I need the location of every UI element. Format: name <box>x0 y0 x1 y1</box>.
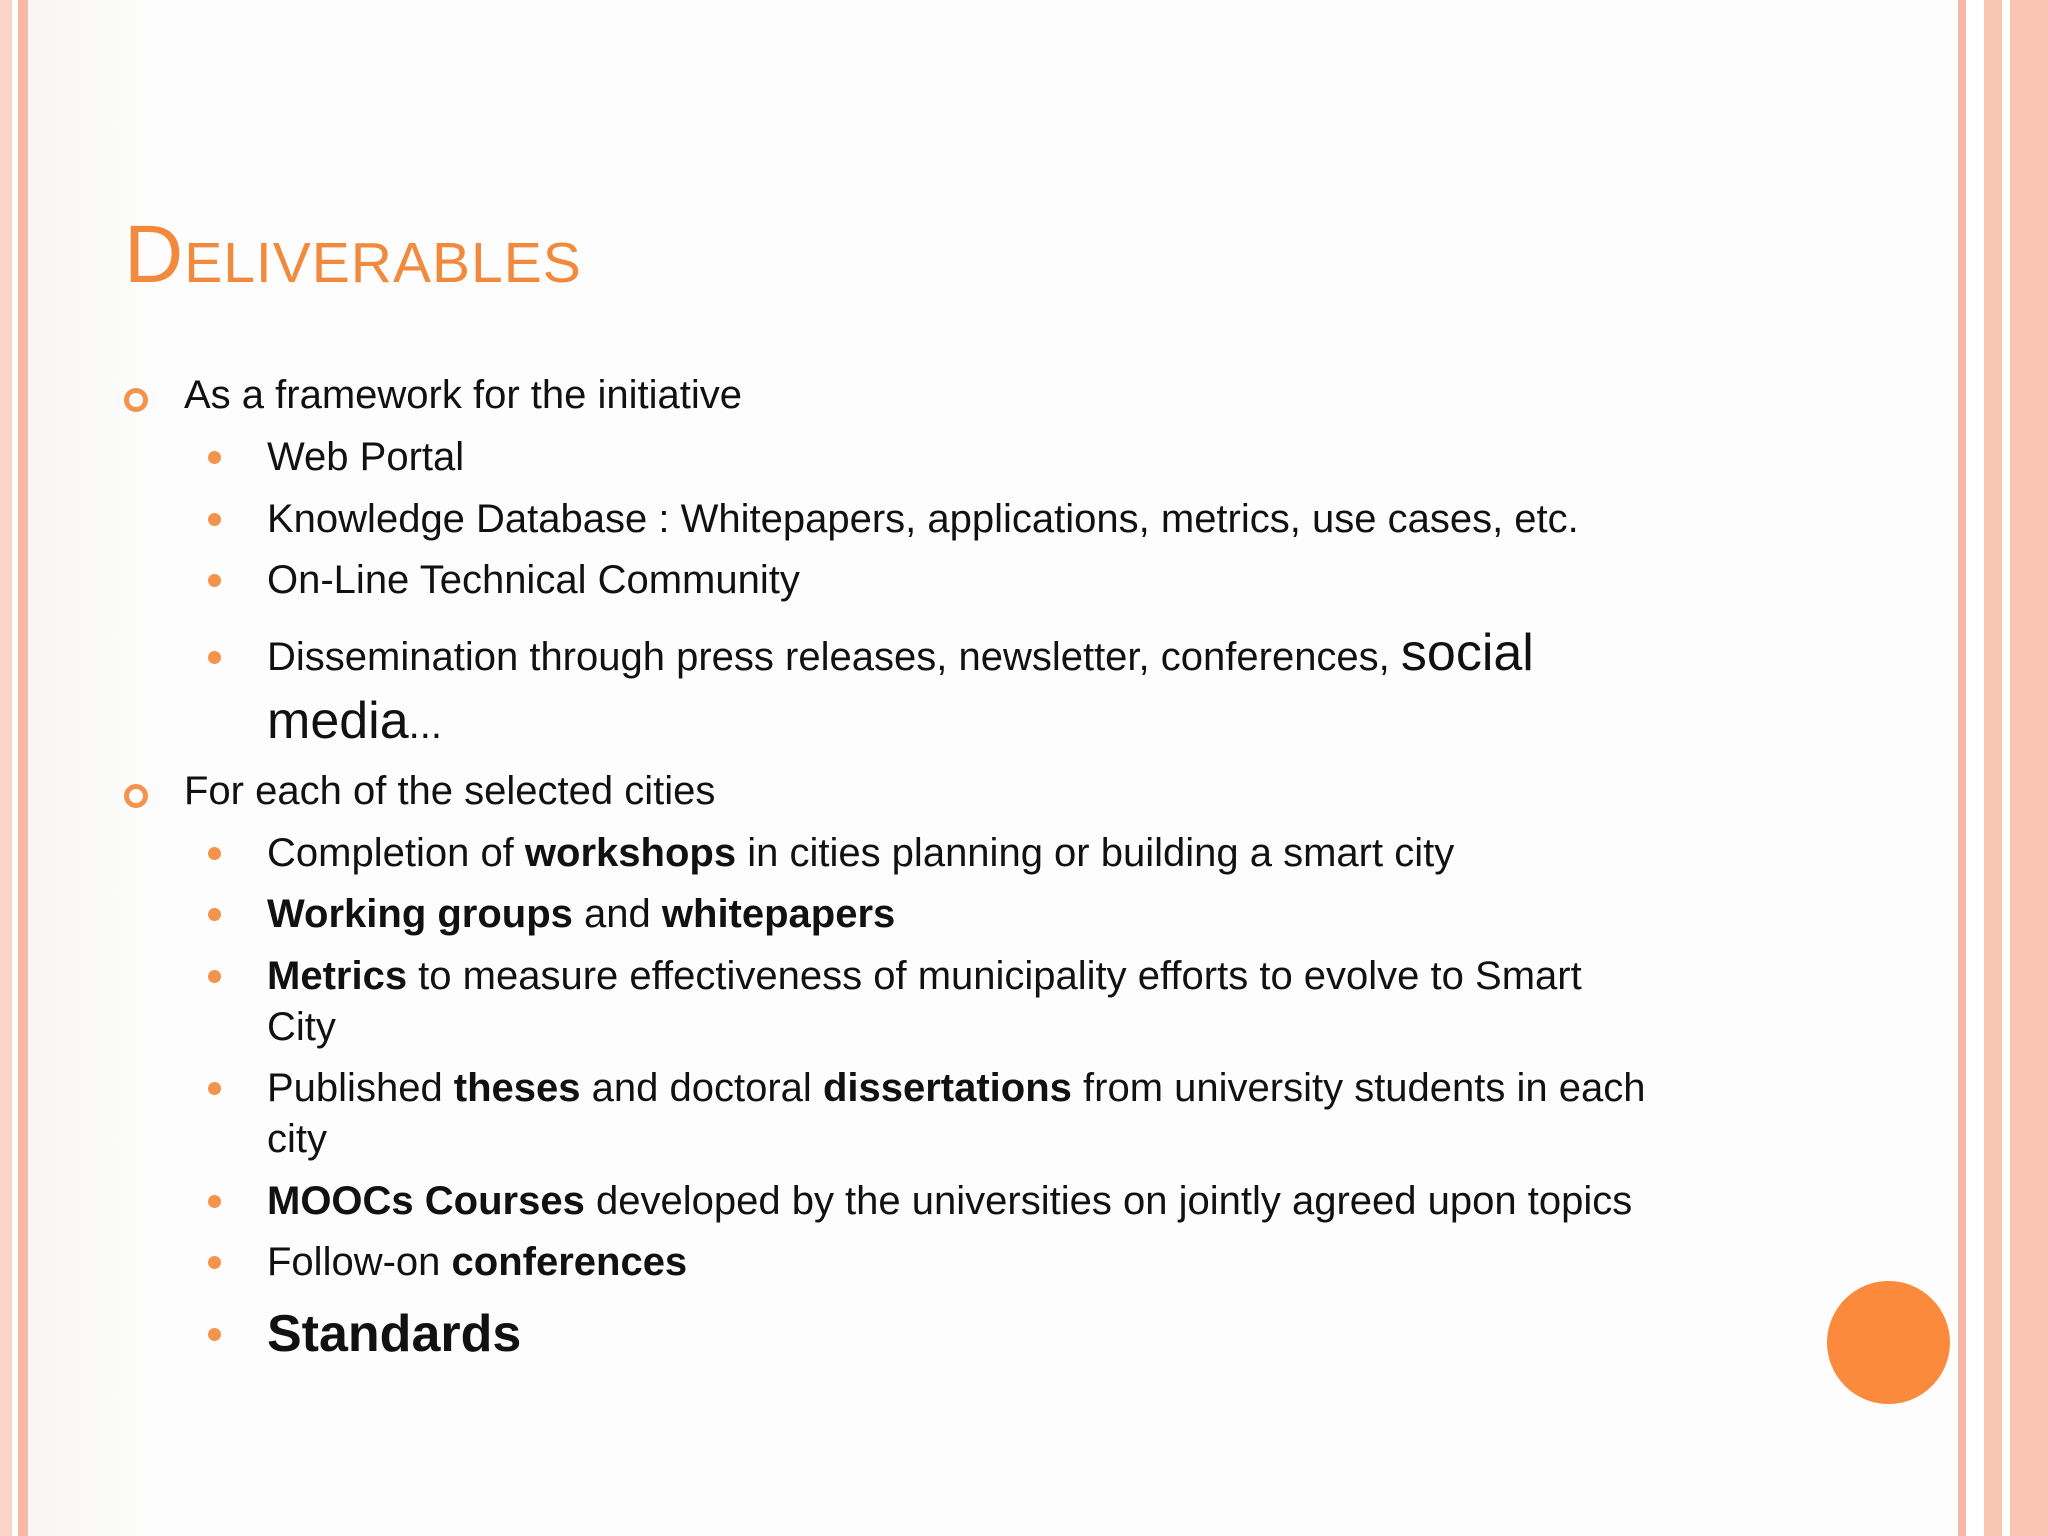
bullet-icon <box>208 970 221 983</box>
left-edge-stripe <box>0 0 12 1536</box>
bullet-icon <box>208 1082 221 1095</box>
decorative-circle <box>1827 1281 1950 1404</box>
right-edge-stripe-2 <box>1984 0 2002 1536</box>
bullet-icon <box>208 1195 221 1208</box>
section-heading-framework: As a framework for the initiative <box>184 373 742 417</box>
text: and <box>572 892 662 936</box>
list-item-conferences <box>267 1237 1767 1288</box>
bullet-icon <box>208 451 221 464</box>
left-edge-stripe-inner <box>18 0 28 1536</box>
list-item-web-portal: Web Portal <box>267 435 465 479</box>
text: in cities planning or building a smart city <box>736 831 1455 875</box>
text: Follow-on <box>267 1240 452 1284</box>
dissemination-text: Dissemination through press releases, newsletter, conferences, <box>267 635 1401 679</box>
dissemination-media: media <box>267 692 409 750</box>
bullet-icon <box>208 574 221 587</box>
list-item-theses <box>267 1063 1767 1165</box>
list-item-dissemination <box>267 621 1767 757</box>
bold-text: MOOCs Courses <box>267 1179 585 1223</box>
list-item-technical-community: On-Line Technical Community <box>267 558 800 602</box>
text: from university students in each <box>1071 1066 1646 1110</box>
text: developed by the universities on jointly agreed upon topics <box>584 1179 1633 1223</box>
right-edge-stripe-3 <box>2010 0 2048 1536</box>
hollow-bullet-icon <box>124 388 148 412</box>
list-item-standards: Standards <box>267 1305 522 1363</box>
text: and doctoral <box>580 1066 823 1110</box>
text: city <box>267 1117 327 1161</box>
right-edge-gap-2 <box>2002 0 2010 1536</box>
bullet-icon <box>208 847 221 860</box>
dissemination-ellipsis: ... <box>408 703 442 747</box>
slide-title: Deliverables <box>124 209 582 300</box>
list-item-metrics <box>267 951 1767 1053</box>
bold-text: Metrics <box>267 954 408 998</box>
text: Completion of <box>267 831 525 875</box>
bold-text: conferences <box>451 1240 688 1284</box>
dissemination-social: social <box>1400 624 1534 682</box>
bold-text: dissertations <box>822 1066 1072 1110</box>
hollow-bullet-icon <box>124 784 148 808</box>
bold-text: whitepapers <box>661 892 896 936</box>
list-item-knowledge-database: Knowledge Database : Whitepapers, applications, metrics, use cases, etc. <box>267 497 1579 541</box>
bold-text: Working groups <box>267 892 573 936</box>
list-item-moocs <box>267 1176 1767 1227</box>
bullet-icon <box>208 1328 221 1341</box>
right-edge-gap-1 <box>1966 0 1984 1536</box>
section-heading-cities: For each of the selected cities <box>184 769 716 813</box>
bullet-icon <box>208 651 221 664</box>
bullet-icon <box>208 1256 221 1269</box>
right-edge-stripe-1 <box>1958 0 1966 1536</box>
list-item-working-groups <box>267 889 1767 940</box>
bold-text: theses <box>453 1066 581 1110</box>
bold-text: workshops <box>524 831 737 875</box>
list-item-workshops <box>267 828 1767 879</box>
bullet-icon <box>208 908 221 921</box>
bullet-icon <box>208 513 221 526</box>
text: Published <box>267 1066 454 1110</box>
text: City <box>267 1005 336 1049</box>
text: to measure effectiveness of municipality efforts to evolve to Smart <box>407 954 1582 998</box>
